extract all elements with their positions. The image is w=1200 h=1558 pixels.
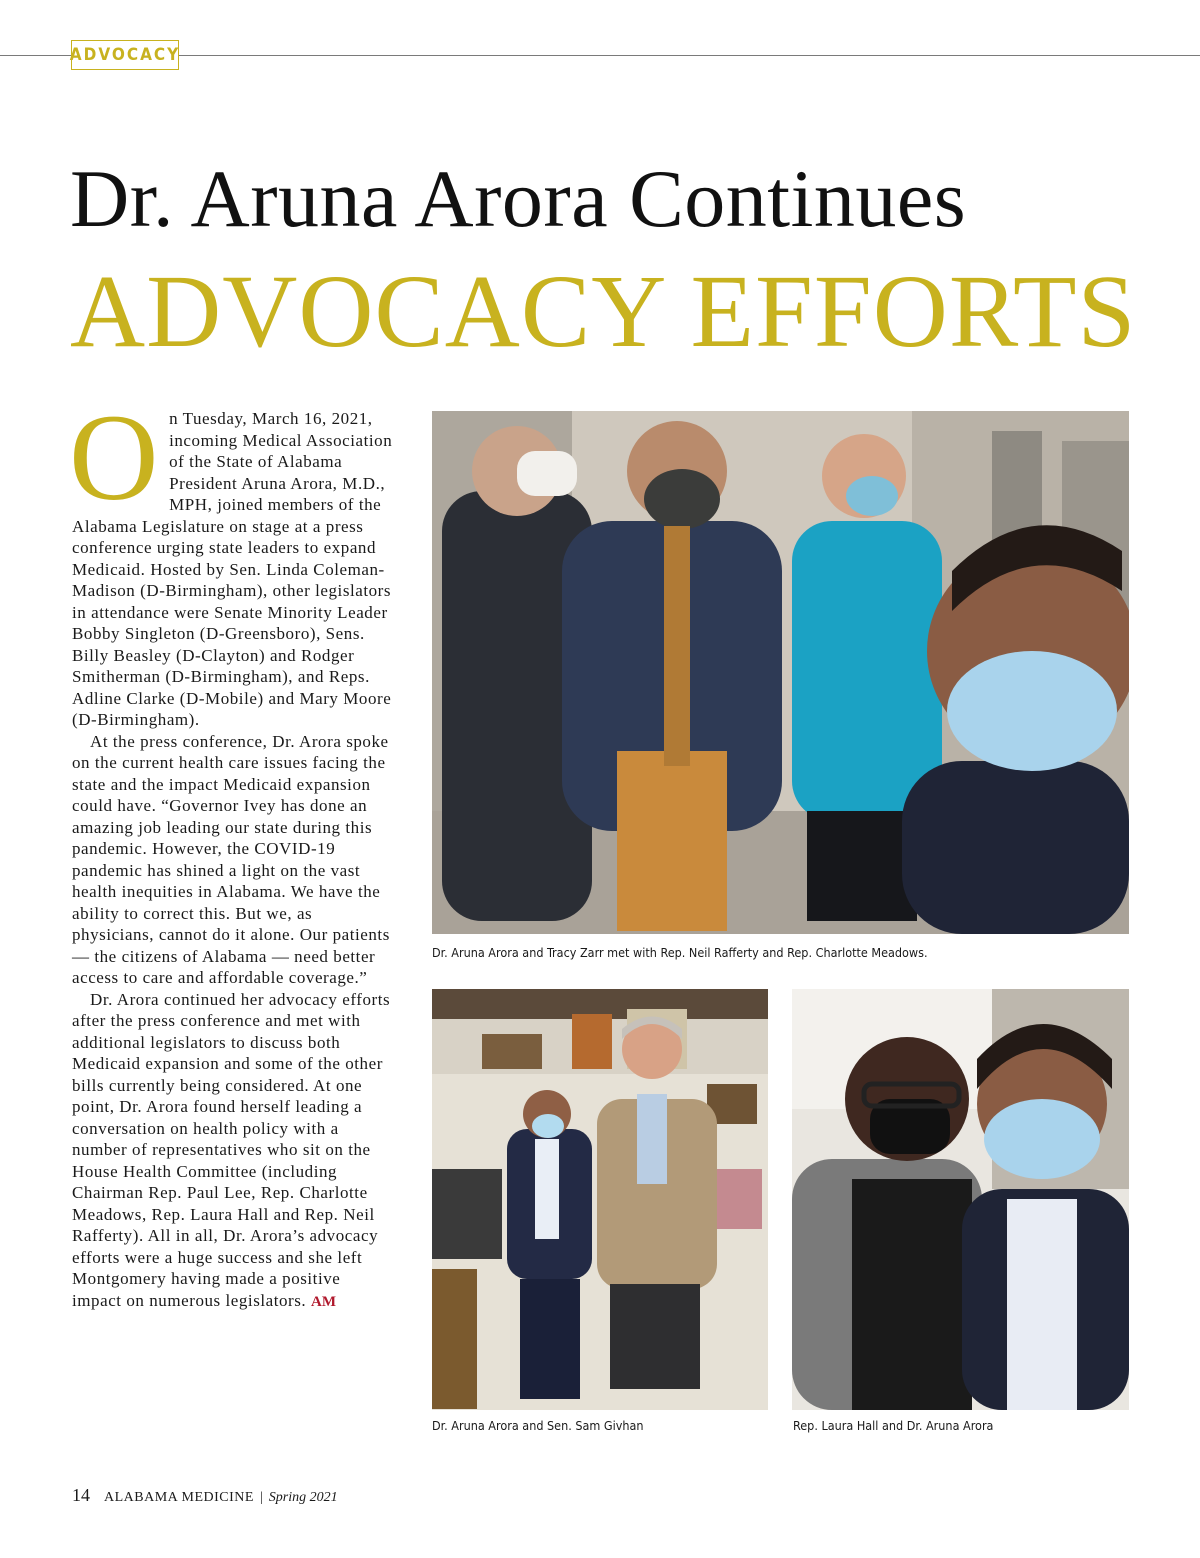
headline-line-1: Dr. Aruna Arora Continues	[70, 153, 967, 244]
caption-top-photo: Dr. Aruna Arora and Tracy Zarr met with Rep. Neil Rafferty and Rep. Charlotte Meadows.	[432, 945, 928, 960]
footer-separator: |	[259, 1490, 263, 1505]
photo-group-selfie-image	[432, 411, 1129, 934]
caption-bottom-left-photo: Dr. Aruna Arora and Sen. Sam Givhan	[432, 1418, 644, 1433]
photo-hall-arora	[792, 989, 1129, 1410]
section-tag: ADVOCACY	[71, 40, 179, 70]
page-footer	[72, 1485, 338, 1506]
end-mark: AM	[311, 1293, 337, 1310]
photo-group-selfie	[432, 411, 1129, 934]
paragraph-1	[69, 389, 394, 731]
article-body	[69, 389, 394, 1313]
caption-bottom-right-photo: Rep. Laura Hall and Dr. Aruna Arora	[793, 1418, 994, 1433]
headline-line-2: ADVOCACY EFFORTS	[70, 254, 1137, 369]
paragraph-1-text: n Tuesday, March 16, 2021, incoming Medical Association of the State of Alabama President Aruna Arora, M.D., MPH, joined members of the Alabama Legislature on stage at a press conference urging state leaders to expand Medicaid. Hosted by Sen. Linda Coleman-Madison (D-Birmingham), other legislators in attendance were Senate Minority Leader Bobby Singleton (D-Greensboro), Sens. Billy Beasley (D-Clayton) and Rodger Smitherman (D-Birmingham), and Reps. Adline Clarke (D-Mobile) and Mary Moore (D-Birmingham).	[72, 409, 393, 729]
paragraph-3-text: Dr. Arora continued her advocacy efforts after the press conference and met with additional legislators to discuss both Medicaid expansion and some of the other bills currently being considered. At one point, Dr. Arora found herself leading a conversation on health policy with a number of representatives who sit on the House Health Committee (including Chairman Rep. Paul Lee, Rep. Charlotte Meadows, Rep. Laura Hall and Rep. Neil Rafferty). All in all, Dr. Arora’s advocacy efforts were a huge success and she left Montgomery having made a positive impact on numerous legislators.	[72, 989, 391, 1310]
drop-cap: O	[69, 389, 160, 526]
photo-office-givhan-image	[432, 989, 768, 1410]
magazine-name: ALABAMA MEDICINE	[104, 1490, 254, 1505]
issue-label: Spring 2021	[268, 1490, 338, 1505]
paragraph-3	[72, 989, 394, 1314]
photo-hall-arora-image	[792, 989, 1129, 1410]
page-number: 14	[72, 1485, 90, 1505]
paragraph-2: At the press conference, Dr. Arora spoke on the current health care issues facing the state and the impact Medicaid expansion could have. “Governor Ivey has done an amazing job leading our state during this pandemic. However, the COVID-19 pandemic has shined a light on the vast health inequities in Alabama. We have the ability to correct this. But we, as physicians, cannot do it alone. Our patients — the citizens of Alabama — need better access to care and affordable coverage.”	[72, 731, 390, 987]
photo-office-givhan	[432, 989, 768, 1410]
